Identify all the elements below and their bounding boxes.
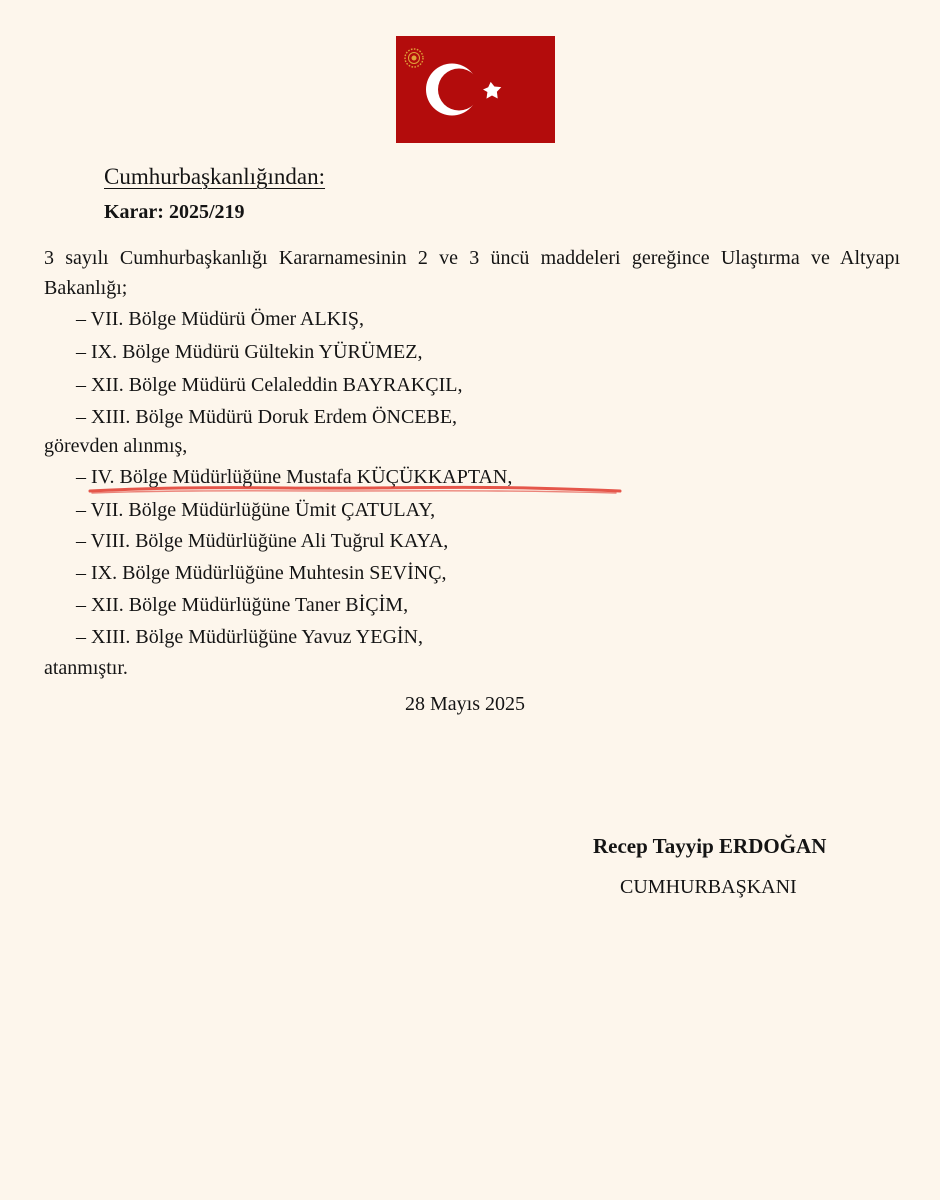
intro-paragraph: 3 sayılı Cumhurbaşkanlığı Kararnamesinin 2 ve 3 üncü maddeleri gereğince Ulaştırma ve Altyapı Bakanlığı; xyxy=(44,247,900,299)
appointed-item: – VIII. Bölge Müdürlüğüne Ali Tuğrul KAYA, xyxy=(76,530,449,552)
issuer-heading: Cumhurbaşkanlığından: xyxy=(104,164,326,189)
decision-number: Karar: 2025/219 xyxy=(104,201,245,223)
removed-item: – XIII. Bölge Müdürü Doruk Erdem ÖNCEBE, xyxy=(76,406,458,428)
appointed-suffix: atanmıştır. xyxy=(44,657,128,679)
appointed-item: – IV. Bölge Müdürlüğüne Mustafa KÜÇÜKKAPTAN, xyxy=(76,466,513,488)
removed-item: – XII. Bölge Müdürü Celaleddin BAYRAKÇIL, xyxy=(76,374,463,396)
signer-name: Recep Tayyip ERDOĞAN xyxy=(593,834,827,858)
removed-item: – VII. Bölge Müdürü Ömer ALKIŞ, xyxy=(76,308,364,330)
appointed-item: – XII. Bölge Müdürlüğüne Taner BİÇİM, xyxy=(76,594,409,616)
decree-date: 28 Mayıs 2025 xyxy=(405,693,525,715)
appointed-item: – IX. Bölge Müdürlüğüne Muhtesin SEVİNÇ, xyxy=(76,562,447,584)
removed-suffix: görevden alınmış, xyxy=(44,435,188,457)
appointed-item: – XIII. Bölge Müdürlüğüne Yavuz YEGİN, xyxy=(76,626,423,648)
signer-title: CUMHURBAŞKANI xyxy=(620,876,797,898)
removed-item: – IX. Bölge Müdürü Gültekin YÜRÜMEZ, xyxy=(76,341,423,363)
red-underline-annotation xyxy=(88,483,624,497)
turkish-flag-icon xyxy=(396,36,555,143)
appointed-item: – VII. Bölge Müdürlüğüne Ümit ÇATULAY, xyxy=(76,499,436,521)
